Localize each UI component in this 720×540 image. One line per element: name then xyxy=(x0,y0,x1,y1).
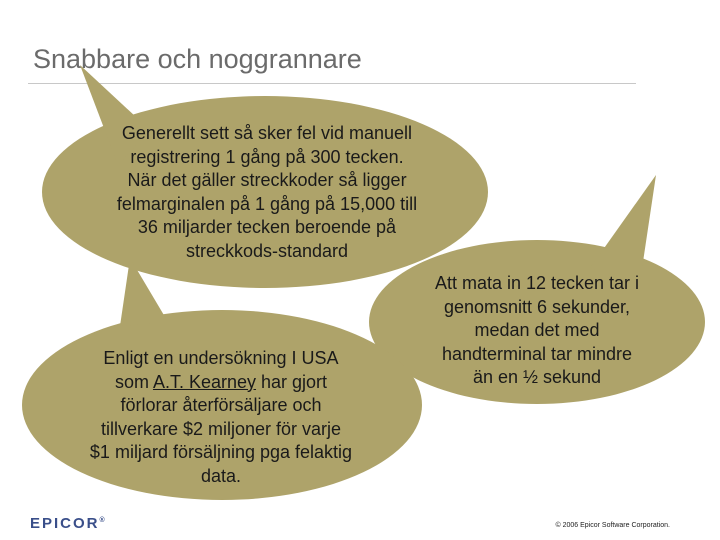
kearney-link[interactable]: A.T. Kearney xyxy=(152,371,257,392)
bubble-top-line: Generellt sett så sker fel vid manuell xyxy=(121,123,413,143)
bubble-right-text xyxy=(398,272,676,390)
bubble-bottom-text-segment: som xyxy=(114,371,153,392)
bubble-bottom-line: tillverkare $2 miljoner för varje xyxy=(100,418,342,439)
bubble-top-line: 36 miljarder tecken beroende på xyxy=(137,217,397,237)
copyright-notice: © 2006 Epicor Software Corporation. xyxy=(555,522,670,529)
bubble-bottom-text-segment: har gjort xyxy=(256,371,328,392)
bubble-bottom-line: Enligt en undersökning I USA xyxy=(103,348,339,368)
bubble-bottom-line: data. xyxy=(200,465,242,486)
bubble-right-line: än en ½ sekund xyxy=(472,367,602,387)
bubble-bottom-text xyxy=(62,347,380,488)
registered-mark: ® xyxy=(99,517,105,524)
bubble-top-text xyxy=(82,122,452,263)
bubble-bottom-line: förlorar återförsäljare och xyxy=(120,395,322,415)
epicor-logo xyxy=(30,515,105,532)
bubble-right-line: Att mata in 12 tecken tar i xyxy=(434,273,640,293)
slide-title: Snabbare och noggrannare xyxy=(33,44,362,74)
bubble-top-line: streckkods-standard xyxy=(185,240,349,261)
bubble-top-line: registrering 1 gång på 300 tecken. xyxy=(130,146,404,167)
bubble-top-line: När det gäller streckkoder så ligger xyxy=(127,170,407,190)
bubble-bottom-line: $1 miljard försäljning pga felaktig xyxy=(89,442,353,462)
bubble-right-line: medan det med xyxy=(474,320,600,340)
bubble-right-line: genomsnitt 6 sekunder, xyxy=(443,296,631,317)
bubble-right-line: handterminal tar mindre xyxy=(441,343,633,364)
logo-text: EPICOR xyxy=(30,515,100,532)
bubble-top-line: felmarginalen på 1 gång på 15,000 till xyxy=(116,193,418,214)
bubble-bottom-line xyxy=(62,371,380,395)
